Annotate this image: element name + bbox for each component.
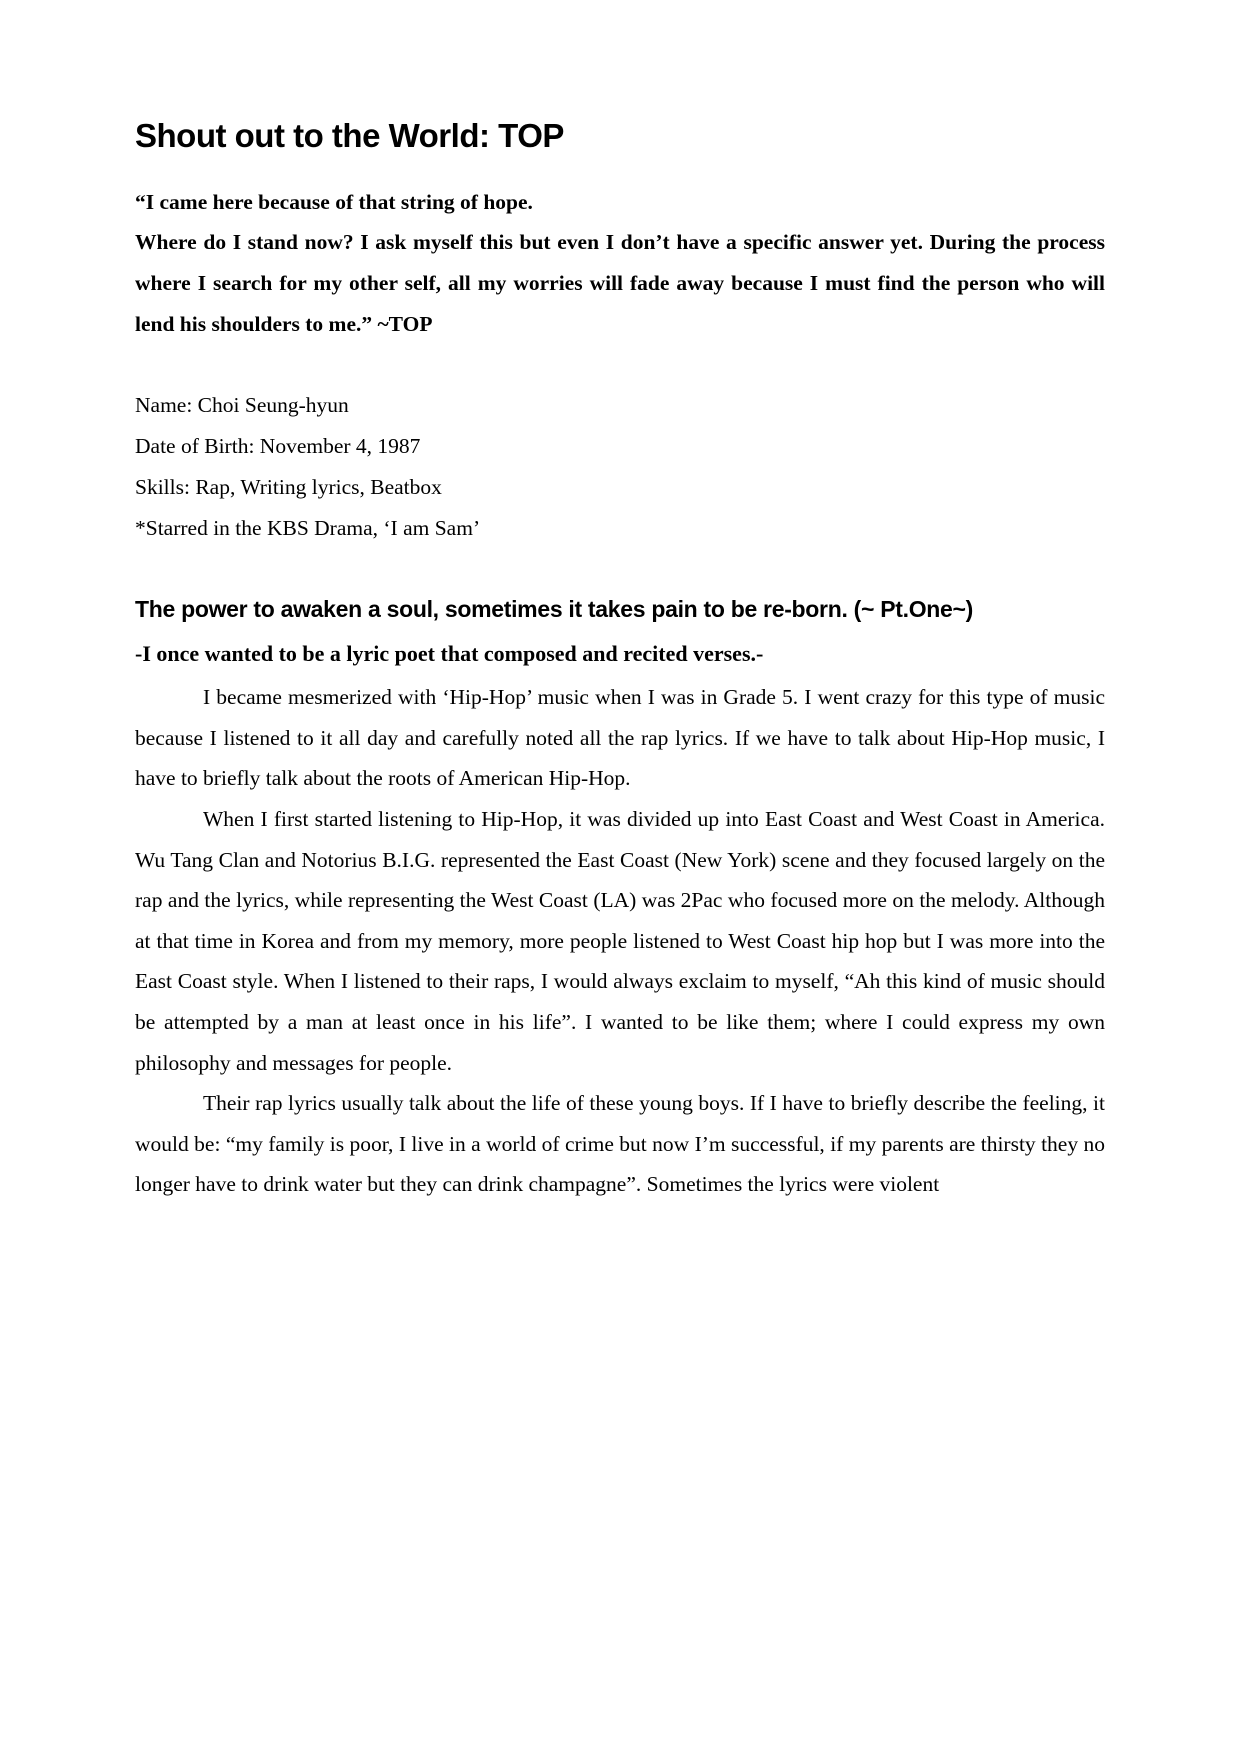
profile-name: Name: Choi Seung-hyun	[135, 392, 349, 417]
intro-quote-rest: Where do I stand now? I ask myself this but even I don’t have a specific answer yet. During the process where I search for my other self, all my worries will fade away because I must find the person who will lend his shoulders to me.” ~TOP	[135, 230, 1105, 336]
body-paragraph-1: I became mesmerized with ‘Hip-Hop’ music when I was in Grade 5. I went crazy for this type of music because I listened to it all day and carefully noted all the rap lyrics. If we have to talk about Hip-Hop music, I have to briefly talk about the roots of American Hip-Hop.	[135, 685, 1105, 791]
profile-date-of-birth: Date of Birth: November 4, 1987	[135, 433, 421, 458]
section-heading: The power to awaken a soul, sometimes it takes pain to be re-born. (~ Pt.One~)	[135, 595, 974, 622]
profile-skills: Skills: Rap, Writing lyrics, Beatbox	[135, 474, 442, 499]
body-paragraph-2: When I first started listening to Hip-Hop, it was divided up into East Coast and West Coast in America. Wu Tang Clan and Notorius B.I.G. represented the East Coast (New York) scene and they focused largely on the rap and the lyrics, while representing the West Coast (LA) was 2Pac who focused more on the melody. Although at that time in Korea and from my memory, more people listened to West Coast hip hop but I was more into the East Coast style. When I listened to their raps, I would always exclaim to myself, “Ah this kind of music should be attempted by a man at least once in his life”. I wanted to be like them; where I could express my own philosophy and messages for people.	[135, 807, 1105, 1075]
profile-block	[135, 385, 1105, 549]
page-title: Shout out to the World: TOP	[135, 117, 564, 154]
section-subheading: -I once wanted to be a lyric poet that composed and recited verses.-	[135, 640, 764, 666]
intro-quote	[135, 182, 1105, 345]
intro-quote-line-1: “I came here because of that string of hope.	[135, 189, 533, 214]
profile-drama-note: *Starred in the KBS Drama, ‘I am Sam’	[135, 515, 481, 540]
body-paragraph-3: Their rap lyrics usually talk about the life of these young boys. If I have to briefly describe the feeling, it would be: “my family is poor, I live in a world of crime but now I’m successful, if my parents are thirsty they no longer have to drink water but they can drink champagne”. Sometimes the lyrics were violent	[135, 1091, 1105, 1197]
